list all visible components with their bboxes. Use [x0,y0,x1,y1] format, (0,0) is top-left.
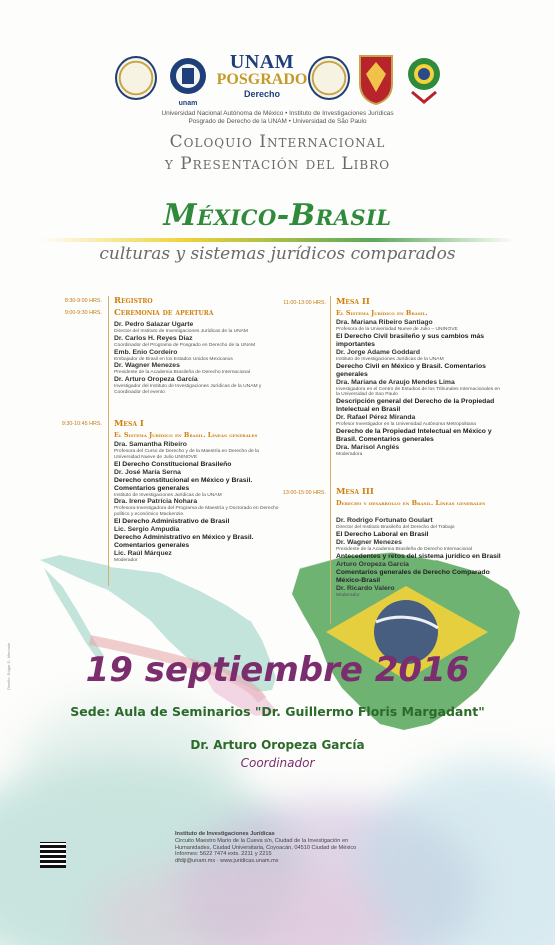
registro-time: 8:30-9:00 HRS. [64,298,102,304]
speaker-desc: Instituto de Investigaciones Jurídicas de la UNAM [336,356,444,362]
speaker-desc: Profesor Investigador en la Universidad Autónoma Metropolitana [336,422,477,428]
talk-topic: Derecho Administrativo en México y Brasil. Comentarios generales [114,533,254,549]
unam-posgrado-logo [216,52,308,108]
person-desc: Embajador de Brasil en los Estados Unidos Mexicanos [114,356,233,362]
footer-line: Humanidades, Ciudad Universitaria, Coyoacán, 04510 Ciudad de México [175,844,357,851]
talk-topic: Derecho Civil en México y Brasil. Comentarios generales [336,362,486,378]
title-underline-bar [40,238,515,242]
speaker-desc: Investigadora en el Centro de Estudios de los Tribunales Internacionales en la Universidad de Sao Paulo [336,386,500,398]
person-desc: Director del Instituto de Investigaciones Jurídicas de la UNAM [114,329,249,334]
posgrado-logo-line2: POSGRADO [216,71,308,88]
speaker-name: Lic. Sergio Ampudia [114,525,180,533]
main-title: México-Brasil [163,198,392,233]
talk-topic: Antecedentes y retos del sistema jurídico en Brasil [336,552,501,560]
talk-topic: El Derecho Administrativo de Brasil [114,517,230,525]
footer-contact [175,831,375,865]
title-line-1: Coloquio Internacional [169,132,386,152]
speaker-name: Dr. José María Serna [114,468,181,476]
footer-heading: Instituto de Investigaciones Jurídicas [175,831,275,837]
posgrado-logo-line1: UNAM [229,51,295,73]
speaker-desc: Presidente de la Academia Brasileña de Derecho Internacional [336,546,472,552]
person-desc: Investigador del Instituto de Investigaciones Jurídicas de la UNAM y Coordinador del evento [114,384,262,395]
posgrado-logo-line3: Derecho [243,89,280,99]
mesa3-time: 13:00-15:00 HRS. [282,490,326,496]
footer-line[interactable]: dfdiji@unam.mx · www.juridicas.unam.mx [175,858,279,865]
speaker-name: Arturo Oropeza García [336,560,409,568]
mesa3-topic: Derecho y desarrollo en Brasil. Líneas generales [336,499,486,507]
speaker-name: Lic. Raúl Márquez [114,549,172,557]
mesa2-time: 11:00-13:00 HRS. [283,300,326,306]
talk-topic: El Derecho Civil brasileño y sus cambios más importantes [336,332,485,348]
registro-label: Registro [114,296,153,306]
moderator-label: Moderador [114,557,138,563]
speaker-name: Dra. Mariana Ribeiro Santiago [336,319,433,326]
speaker-name: Dra. Marisol Anglés [336,443,400,451]
talk-topic: Descripción general del Derecho de la Propiedad Intelectual en Brasil [336,398,495,414]
mesa2-items [336,319,504,458]
unam-seal-icon [115,56,157,100]
person-desc: Presidente de la Academia Brasileña de Derecho Internacional [114,370,250,376]
person-name: Dr. Pedro Salazar Ugarte [114,321,194,328]
person-entry [114,335,280,349]
event-date: 19 septiembre 2016 [85,650,470,690]
speaker-desc: Director del Instituto Brasileño del Derecho del Trabajo [336,525,455,530]
person-name: Emb. Enio Cordeiro [114,348,178,356]
program-divider [108,296,109,586]
program-divider [330,296,331,624]
mesa1-time: 9:30-10:45 HRS. [61,421,102,427]
speaker-name: Dr. Wagner Menezes [336,538,402,546]
speaker-desc: Profesora del Curso de Derecho y de la Maestría en Derecho de la Universidad Nueve de Julio UNINOVE [114,449,259,460]
speaker-desc: Instituto de Investigaciones Jurídicas de la UNAM [114,492,222,498]
mesa2-label: Mesa II [336,297,370,307]
mexico-seal-icon [308,56,350,100]
event-venue: Sede: Aula de Seminarios "Dr. Guillermo Floris Margadant" [70,704,485,719]
mesa3-items [336,517,504,598]
title-line-2: y Presentación del Libro [164,154,391,174]
brazil-arms-icon [404,52,444,106]
talk-topic: El Derecho Constitucional Brasileño [114,460,232,468]
person-entry [114,321,280,335]
usp-shield-icon [356,52,396,106]
speaker-name: Dr. Jorge Adame Goddard [336,348,420,356]
speaker-name: Dr. Ricardo Valero [336,584,395,592]
subtitle: culturas y sistemas jurídicos comparados [99,244,456,264]
mesa1-label: Mesa I [114,419,144,429]
speaker-name: Dra. Mariana de Araujo Mendes Lima [336,378,455,386]
qr-code-icon[interactable] [40,842,66,868]
talk-topic: Derecho constitucional en México y Brasil. Comentarios generales [114,476,253,492]
institutions-line-1: Universidad Nacional Autónoma de México • Instituto de Investigaciones Jurídicas [161,110,394,117]
ceremonia-time: 9:00-9:30 HRS. [64,310,102,316]
footer-line: Informes: 5622 7474 exts. 2211 y 2215 [175,851,272,858]
mesa1-items [114,441,280,564]
mesa2-topic: El Sistema Jurídico en Brasil. [336,309,428,317]
design-credit: Diseño: Edgar D. Mercado [6,642,11,690]
person-desc: Coordinador del Programa de Posgrado en Derecho de la UNAM [114,342,256,348]
speaker-desc: Profesora de la Universidad Nueve de Julio – UNINOVE [336,327,458,332]
speaker-desc: Profesora-Investigadora del Programa de Maestría y Doctorado en Derecho político y económico Mackenzie. [114,506,279,518]
footer-line: Circuito Maestro Mario de la Cueva s/n, Ciudad de la Investigación en [175,837,349,844]
person-name: Dr. Wagner Menezes [114,362,180,370]
speaker-name: Dra. Samantha Ribeiro [114,441,187,448]
speaker-name: Dr. Rodrigo Fortunato Goulart [336,517,433,524]
person-entry [114,376,280,396]
person-entry [114,362,280,376]
coordinator-role: Coordinador [240,756,315,770]
ceremonia-people [114,321,280,396]
person-entry [114,349,280,363]
person-name: Dr. Carlos H. Reyes Díaz [114,334,193,342]
moderator-label: Moderadora [336,451,363,457]
coordinator-name: Dr. Arturo Oropeza García [190,738,365,752]
institutions-line-2: Posgrado de Derecho de la UNAM • Universidad de São Paulo [188,118,367,125]
speaker-name: Dra. Irene Patrícia Nohara [114,498,198,506]
iij-logo-icon [168,56,208,102]
mesa3-label: Mesa III [336,487,374,497]
talk-topic: Derecho de la Propiedad Intelectual en México y Brasil. Comentarios generales [336,427,492,443]
mesa1-topic: El Sistema Jurídico en Brasil. Líneas generales [114,431,258,439]
talk-topic: Comentarios generales de Derecho Comparado México-Brasil [336,568,490,584]
moderator-label: Moderador [336,592,360,598]
speaker-name: Dr. Rafael Pérez Miranda [336,414,416,422]
ceremonia-label: Ceremonia de apertura [114,308,214,318]
talk-topic: El Derecho Laboral en Brasil [336,530,429,538]
person-name: Dr. Arturo Oropeza García [114,376,198,384]
iij-logo-caption: unam [178,100,198,107]
